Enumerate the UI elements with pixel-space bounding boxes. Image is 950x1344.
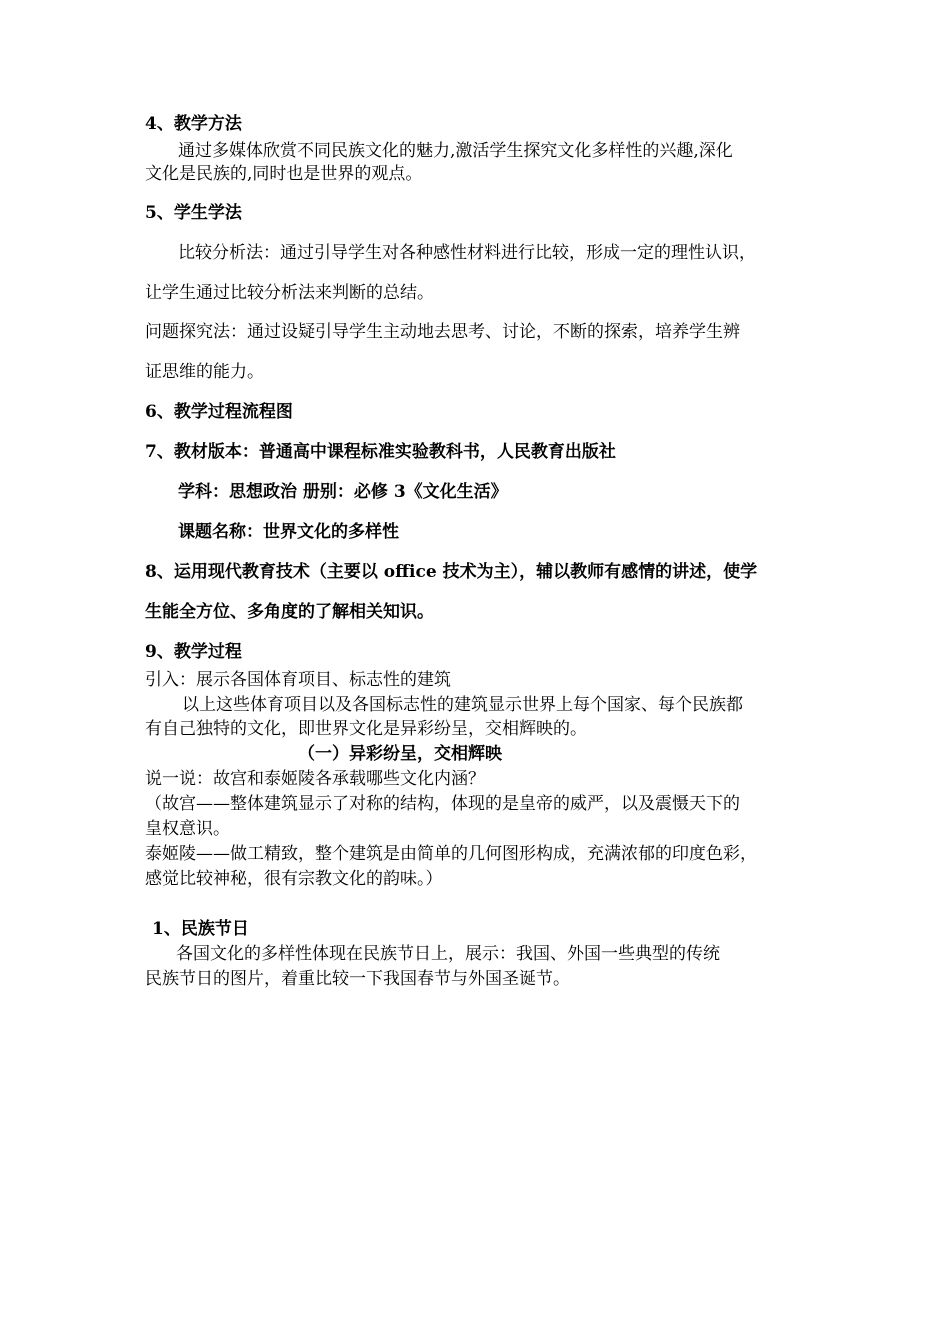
section-8-line-2: 生能全方位、多角度的了解相关知识。: [145, 602, 434, 622]
section-7-topic: 课题名称：世界文化的多样性: [178, 522, 399, 542]
section-5-line-1: 比较分析法：通过引导学生对各种感性材料进行比较，形成一定的理性认识，: [178, 243, 756, 263]
section-5-line-2: 让学生通过比较分析法来判断的总结。: [145, 283, 434, 303]
section-9-line-8: 感觉比较神秘，很有宗教文化的韵味。）: [145, 869, 443, 889]
section-4-line-2: 文化是民族的,同时也是世界的观点。: [145, 164, 423, 184]
section-7-subject: 学科：思想政治 册别：必修 3《文化生活》: [178, 482, 508, 502]
festival-heading: 1、民族节日: [152, 919, 249, 939]
section-9-line-7: 泰姬陵——做工精致，整个建筑是由简单的几何图形构成，充满浓郁的印度色彩，: [145, 844, 757, 864]
section-9-heading: 9、教学过程: [145, 642, 242, 662]
section-9-line-3: 有自己独特的文化，即世界文化是异彩纷呈，交相辉映的。: [145, 719, 587, 739]
section-5-line-4: 证思维的能力。: [145, 362, 264, 382]
section-9-line-6: 皇权意识。: [145, 819, 230, 839]
section-9-line-2: 以上这些体育项目以及各国标志性的建筑显示世界上每个国家、每个民族都: [182, 695, 743, 715]
section-8-line-1: 8、运用现代教育技术（主要以 office 技术为主），辅以教师有感情的讲述，使学: [145, 562, 758, 582]
section-9-line-4: 说一说：故宫和泰姬陵各承载哪些文化内涵？: [145, 769, 485, 789]
section-7-heading: 7、教材版本：普通高中课程标准实验教科书，人民教育出版社: [145, 442, 616, 462]
festival-line-1: 各国文化的多样性体现在民族节日上，展示：我国、外国一些典型的传统: [176, 944, 720, 964]
section-5-heading: 5、学生学法: [145, 203, 242, 223]
section-4-heading: 4、教学方法: [145, 114, 242, 134]
festival-line-2: 民族节日的图片，着重比较一下我国春节与外国圣诞节。: [145, 969, 570, 989]
section-9-line-5: （故宫——整体建筑显示了对称的结构，体现的是皇帝的威严，以及震慑天下的: [145, 794, 740, 814]
section-5-line-3: 问题探究法：通过设疑引导学生主动地去思考、讨论，不断的探索，培养学生辨: [145, 322, 740, 342]
section-6-heading: 6、教学过程流程图: [145, 402, 293, 422]
section-4-line-1: 通过多媒体欣赏不同民族文化的魅力,激活学生探究文化多样性的兴趣,深化: [178, 141, 733, 161]
section-9-subheading: （一）异彩纷呈，交相辉映: [298, 744, 502, 764]
section-9-intro: 引入：展示各国体育项目、标志性的建筑: [145, 670, 451, 690]
